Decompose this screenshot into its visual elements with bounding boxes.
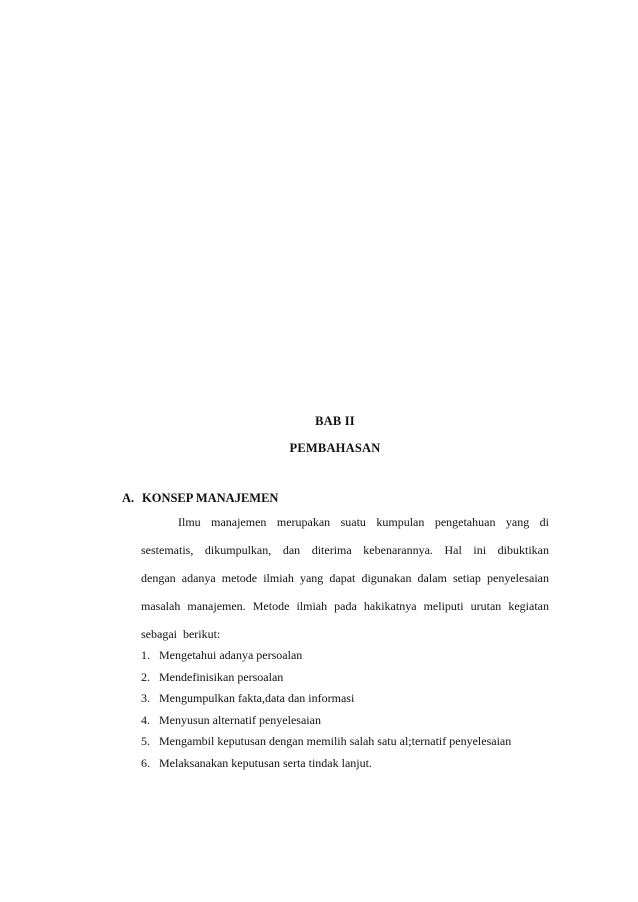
chapter-number: BAB II bbox=[315, 414, 355, 428]
section-heading bbox=[122, 491, 278, 506]
list-item-text: Mengetahui adanya persoalan bbox=[159, 648, 303, 662]
list-item-number: 1. bbox=[141, 648, 150, 662]
steps-list bbox=[141, 645, 511, 774]
list-item-number: 4. bbox=[141, 712, 150, 727]
list-item-text: Mengumpulkan fakta,data dan informasi bbox=[159, 691, 355, 705]
list-item-number: 3. bbox=[141, 691, 150, 705]
list-item-number: 5. bbox=[141, 734, 150, 748]
list-item bbox=[141, 645, 511, 667]
list-item-number: 6. bbox=[141, 755, 150, 770]
list-item bbox=[141, 753, 511, 775]
section-heading-text: KONSEP MANAJEMEN bbox=[142, 491, 279, 505]
list-item bbox=[141, 731, 511, 753]
list-item-text: Mendefinisikan persoalan bbox=[159, 669, 284, 684]
list-item bbox=[141, 688, 511, 710]
list-item-text: Mengambil keputusan dengan memilih salah satu al;ternatif penyelesaian bbox=[159, 734, 512, 748]
chapter-title: PEMBAHASAN bbox=[289, 441, 381, 455]
list-item-text: Menyusun alternatif penyelesaian bbox=[159, 712, 321, 727]
list-item-text: Melaksanakan keputusan serta tindak lanjut. bbox=[159, 755, 372, 770]
list-item-number: 2. bbox=[141, 669, 150, 684]
section-paragraph: Ilmu manajemen merupakan suatu kumpulan pengetahuan yang di sestematis, dikumpulkan, dan diterima kebenarannya. Hal ini dibuktikan dengan adanya metode ilmiah yang dapat digunakan dalam setiap penyelesaian masalah manajemen. Metode ilmiah pada hakikatnya meliputi urutan kegiatan sebagai berikut: bbox=[141, 515, 549, 641]
list-item bbox=[141, 710, 511, 732]
section-letter: A. bbox=[122, 491, 135, 505]
list-item bbox=[141, 667, 511, 689]
